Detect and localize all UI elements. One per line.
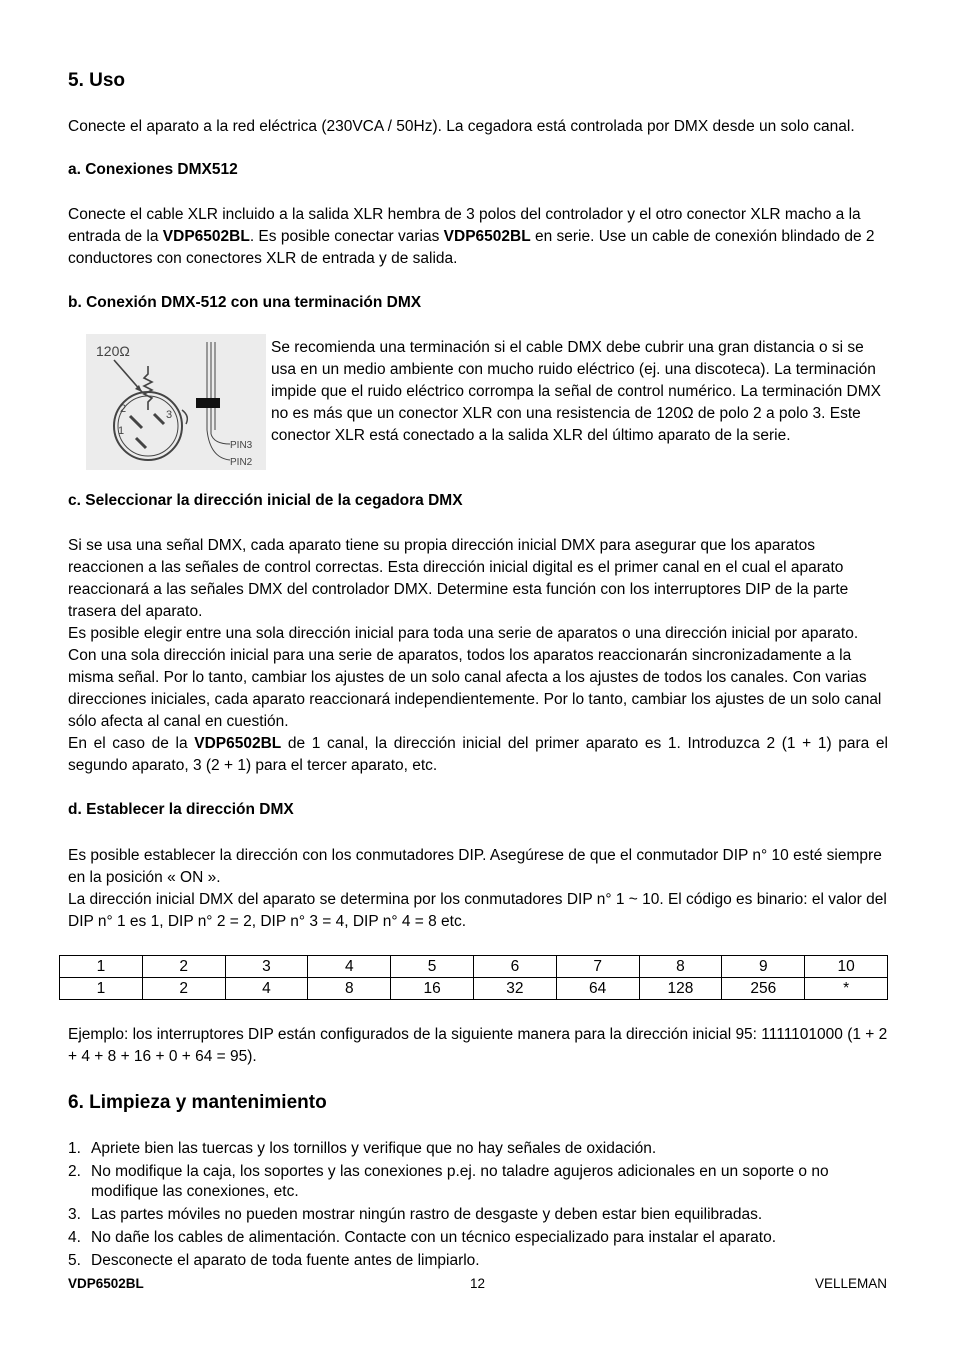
table-row <box>60 956 888 978</box>
subsection-c-para-1: Si se usa una señal DMX, cada aparato tiene su propia dirección inicial DMX para asegurar que los aparatos reaccionen a las señales de control correctas. Esta dirección inicial digital es el primer canal en el cual el aparato reaccionará a las señales DMX del controlador DMX. Determine esta función con los interruptores DIP de la parte trasera del aparato. <box>68 537 849 620</box>
dip-number-cell: 8 <box>639 956 722 978</box>
list-item: 5. Desconecte el aparato de toda fuente antes de limpiarlo. <box>68 1252 480 1269</box>
dip-number-cell: 10 <box>805 956 888 978</box>
list-item: 3. Las partes móviles no pueden mostrar ningún rastro de desgaste y deben estar bien equilibradas. <box>68 1206 763 1223</box>
dip-value-cell: 128 <box>639 978 722 1000</box>
dip-number-cell: 4 <box>308 956 391 978</box>
dip-value-cell: 2 <box>142 978 225 1000</box>
dip-value-cell: 8 <box>308 978 391 1000</box>
pin-number-2: 2 <box>120 403 127 415</box>
subsection-c-para-2: Es posible elegir entre una sola dirección inicial para toda una serie de aparatos o una dirección inicial por aparato. Con una sola dirección inicial para una serie de aparatos, todos los aparatos reaccionarán sincronizadamente a la misma señal. Por lo tanto, cambiar los ajustes de un solo canal afecta a los ajustes de todos los canales. Con varias direcciones iniciales, cada aparato reaccionará independientemente. Por lo tanto, cambiar los ajustes de un solo canal sólo afecta al canal en cuestión. <box>68 625 882 730</box>
pin2-label: PIN2 <box>230 457 253 468</box>
dip-value-cell: 16 <box>391 978 474 1000</box>
footer-model: VDP6502BL <box>68 1276 144 1291</box>
dip-number-cell: 1 <box>60 956 143 978</box>
dip-number-cell: 7 <box>556 956 639 978</box>
resistor-label: 120Ω <box>96 343 130 359</box>
dip-number-cell: 6 <box>473 956 556 978</box>
subsection-c-title: c. Seleccionar la dirección inicial de la cegadora DMX <box>68 492 463 509</box>
dmx-terminator-diagram <box>86 334 266 470</box>
dip-value-cell: 64 <box>556 978 639 1000</box>
section-5-intro: Conecte el aparato a la red eléctrica (230VCA / 50Hz). La cegadora está controlada por DMX desde un solo canal. <box>68 118 855 135</box>
subsection-b-title: b. Conexión DMX-512 con una terminación DMX <box>68 294 422 311</box>
dip-value-cell: * <box>805 978 888 1000</box>
pin-number-1: 1 <box>118 425 125 437</box>
dip-switch-table <box>59 955 888 1000</box>
subsection-d-para-2: La dirección inicial DMX del aparato se determina por los conmutadores DIP n° 1 ~ 10. El código es binario: el valor del DIP n° 1 es 1, DIP n° 2 = 2, DIP n° 3 = 4, DIP n° 4 = 8 etc. <box>68 891 887 930</box>
dip-value-cell: 1 <box>60 978 143 1000</box>
pin-number-3: 3 <box>166 409 173 421</box>
list-item: 4. No dañe los cables de alimentación. Contacte con un técnico especializado para instalar el aparato. <box>68 1229 777 1246</box>
subsection-d-title: d. Establecer la dirección DMX <box>68 801 294 818</box>
subsection-b-text: Se recomienda una terminación si el cable DMX debe cubrir una gran distancia o si se usa en un medio ambiente con mucho ruido eléctrico (ej. una discoteca). La terminación impide que el ruido eléctrico corrompa la señal de control numérico. La terminación DMX no es más que un conector XLR con una resistencia de 120Ω de polo 2 a polo 3. Este conector XLR está conectado a la salida XLR del último aparato de la serie. <box>271 339 881 444</box>
dip-number-cell: 9 <box>722 956 805 978</box>
footer-page-number: 12 <box>470 1276 486 1291</box>
subsection-c-para-3: En el caso de la VDP6502BL de 1 canal, la dirección inicial del primer aparato es 1. Introduzca 2 (1 + 1) para el segundo aparato, 3 (2 + 1) para el tercer aparato, etc. <box>68 735 888 774</box>
section-5-title: 5. Uso <box>68 70 126 91</box>
dip-number-cell: 5 <box>391 956 474 978</box>
table-row <box>60 978 888 1000</box>
section-6-title: 6. Limpieza y mantenimiento <box>68 1092 327 1113</box>
subsection-d-para-1: Es posible establecer la dirección con los conmutadores DIP. Asegúrese de que el conmutador DIP n° 10 esté siempre en la posición « ON ». <box>68 847 882 886</box>
pin3-label: PIN3 <box>230 440 253 451</box>
subsection-a-title: a. Conexiones DMX512 <box>68 161 238 178</box>
subsection-a-text: Conecte el cable XLR incluido a la salida XLR hembra de 3 polos del controlador y el otro conector XLR macho a la entrada de la VDP6502BL. Es posible conectar varias VDP6502BL en serie. Use un cable de conexión blindado de 2 conductores con conectores XLR de entrada y de salida. <box>68 206 875 267</box>
subsection-d-example: Ejemplo: los interruptores DIP están configurados de la siguiente manera para la dirección inicial 95: 1111101000 (1 + 2 + 4 + 8 + 16 + 0 + 64 = 95). <box>68 1026 888 1065</box>
dip-value-cell: 4 <box>225 978 308 1000</box>
list-item: 1. Apriete bien las tuercas y los tornillos y verifique que no hay señales de oxidación. <box>68 1140 657 1157</box>
dip-value-cell: 256 <box>722 978 805 1000</box>
footer-brand: VELLEMAN <box>815 1276 888 1291</box>
dip-number-cell: 3 <box>225 956 308 978</box>
maintenance-list <box>68 1139 888 1274</box>
list-item: 2. No modifique la caja, los soportes y las conexiones p.ej. no taladre agujeros adicionales en un soporte o no modifique las conexiones, etc. <box>68 1163 829 1200</box>
dip-number-cell: 2 <box>142 956 225 978</box>
dip-value-cell: 32 <box>473 978 556 1000</box>
